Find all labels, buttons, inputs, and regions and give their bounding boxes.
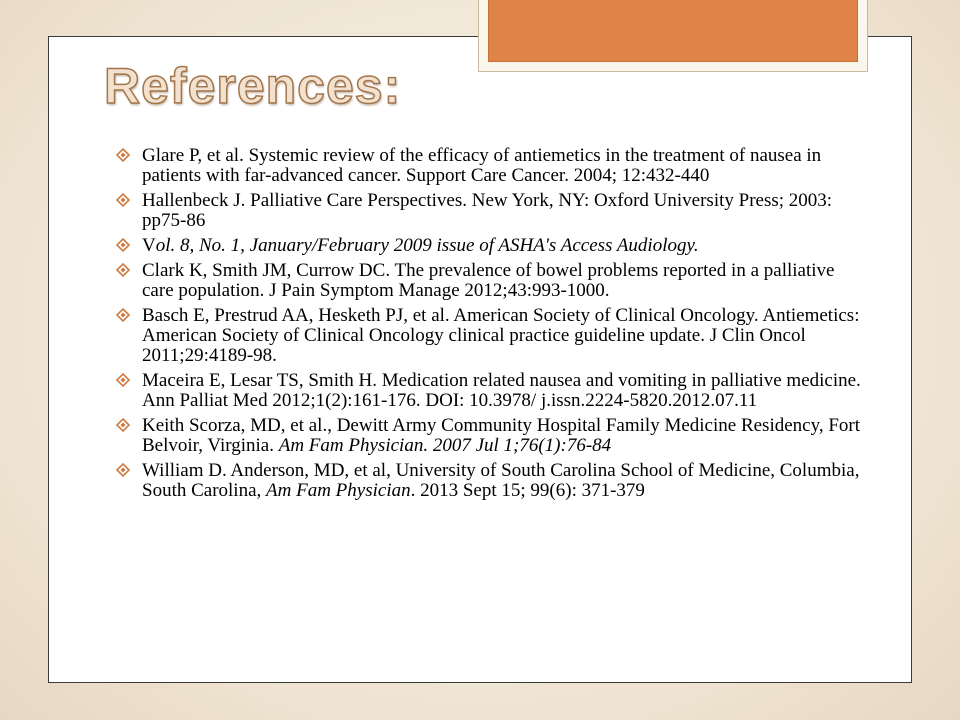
reference-item	[116, 306, 866, 366]
reference-item	[116, 191, 866, 231]
diamond-outline-icon	[116, 463, 130, 477]
reference-text: V	[142, 235, 156, 256]
diamond-outline-icon	[116, 148, 130, 162]
reference-text: Glare P, et al. Systemic review of the efficacy of antiemetics in the treatment of nausea in patients with far-advanced cancer. Support Care Cancer. 2004; 12:432-440	[142, 145, 822, 186]
reference-item	[116, 461, 866, 501]
reference-item	[116, 371, 866, 411]
reference-text: William D. Anderson, MD, et al, University of South Carolina School of Medicine, Columbia, South Carolina,	[142, 460, 860, 501]
reference-list	[116, 146, 866, 506]
reference-text: Maceira E, Lesar TS, Smith H. Medication related nausea and vomiting in palliative medicine. Ann Palliat Med 2012;1(2):161-176. DOI: 10.3978/ j.issn.2224-5820.2012.07.11	[142, 370, 861, 411]
reference-item	[116, 146, 866, 186]
reference-text: Am Fam Physician. 2007 Jul 1;76(1):76-84	[278, 435, 612, 456]
reference-item	[116, 416, 866, 456]
reference-item	[116, 261, 866, 301]
diamond-outline-icon	[116, 263, 130, 277]
reference-text: . 2013 Sept 15; 99(6): 371-379	[410, 480, 645, 501]
accent-block	[488, 0, 858, 62]
reference-text: Keith Scorza, MD, et al., Dewitt Army Community Hospital Family Medicine Residency, Fort Belvoir, Virginia.	[142, 415, 861, 456]
reference-item	[116, 236, 866, 256]
diamond-outline-icon	[116, 308, 130, 322]
reference-text: Am Fam Physician	[266, 480, 411, 501]
diamond-outline-icon	[116, 373, 130, 387]
diamond-outline-icon	[116, 193, 130, 207]
reference-text: Basch E, Prestrud AA, Hesketh PJ, et al. American Society of Clinical Oncology. Antiemetics: American Society of Clinical Oncology clinical practice guideline update. J Clin Oncol 2011;29:4189-98.	[142, 305, 860, 366]
reference-text: ol. 8, No. 1, January/February 2009 issue of ASHA's Access Audiology.	[155, 235, 699, 256]
reference-text: Hallenbeck J. Palliative Care Perspectives. New York, NY: Oxford University Press; 2003: pp75-86	[142, 190, 833, 231]
reference-text: Clark K, Smith JM, Currow DC. The prevalence of bowel problems reported in a palliative care population. J Pain Symptom Manage 2012;43:993-1000.	[142, 260, 835, 301]
diamond-outline-icon	[116, 238, 130, 252]
diamond-outline-icon	[116, 418, 130, 432]
slide-title: References:	[104, 58, 402, 114]
